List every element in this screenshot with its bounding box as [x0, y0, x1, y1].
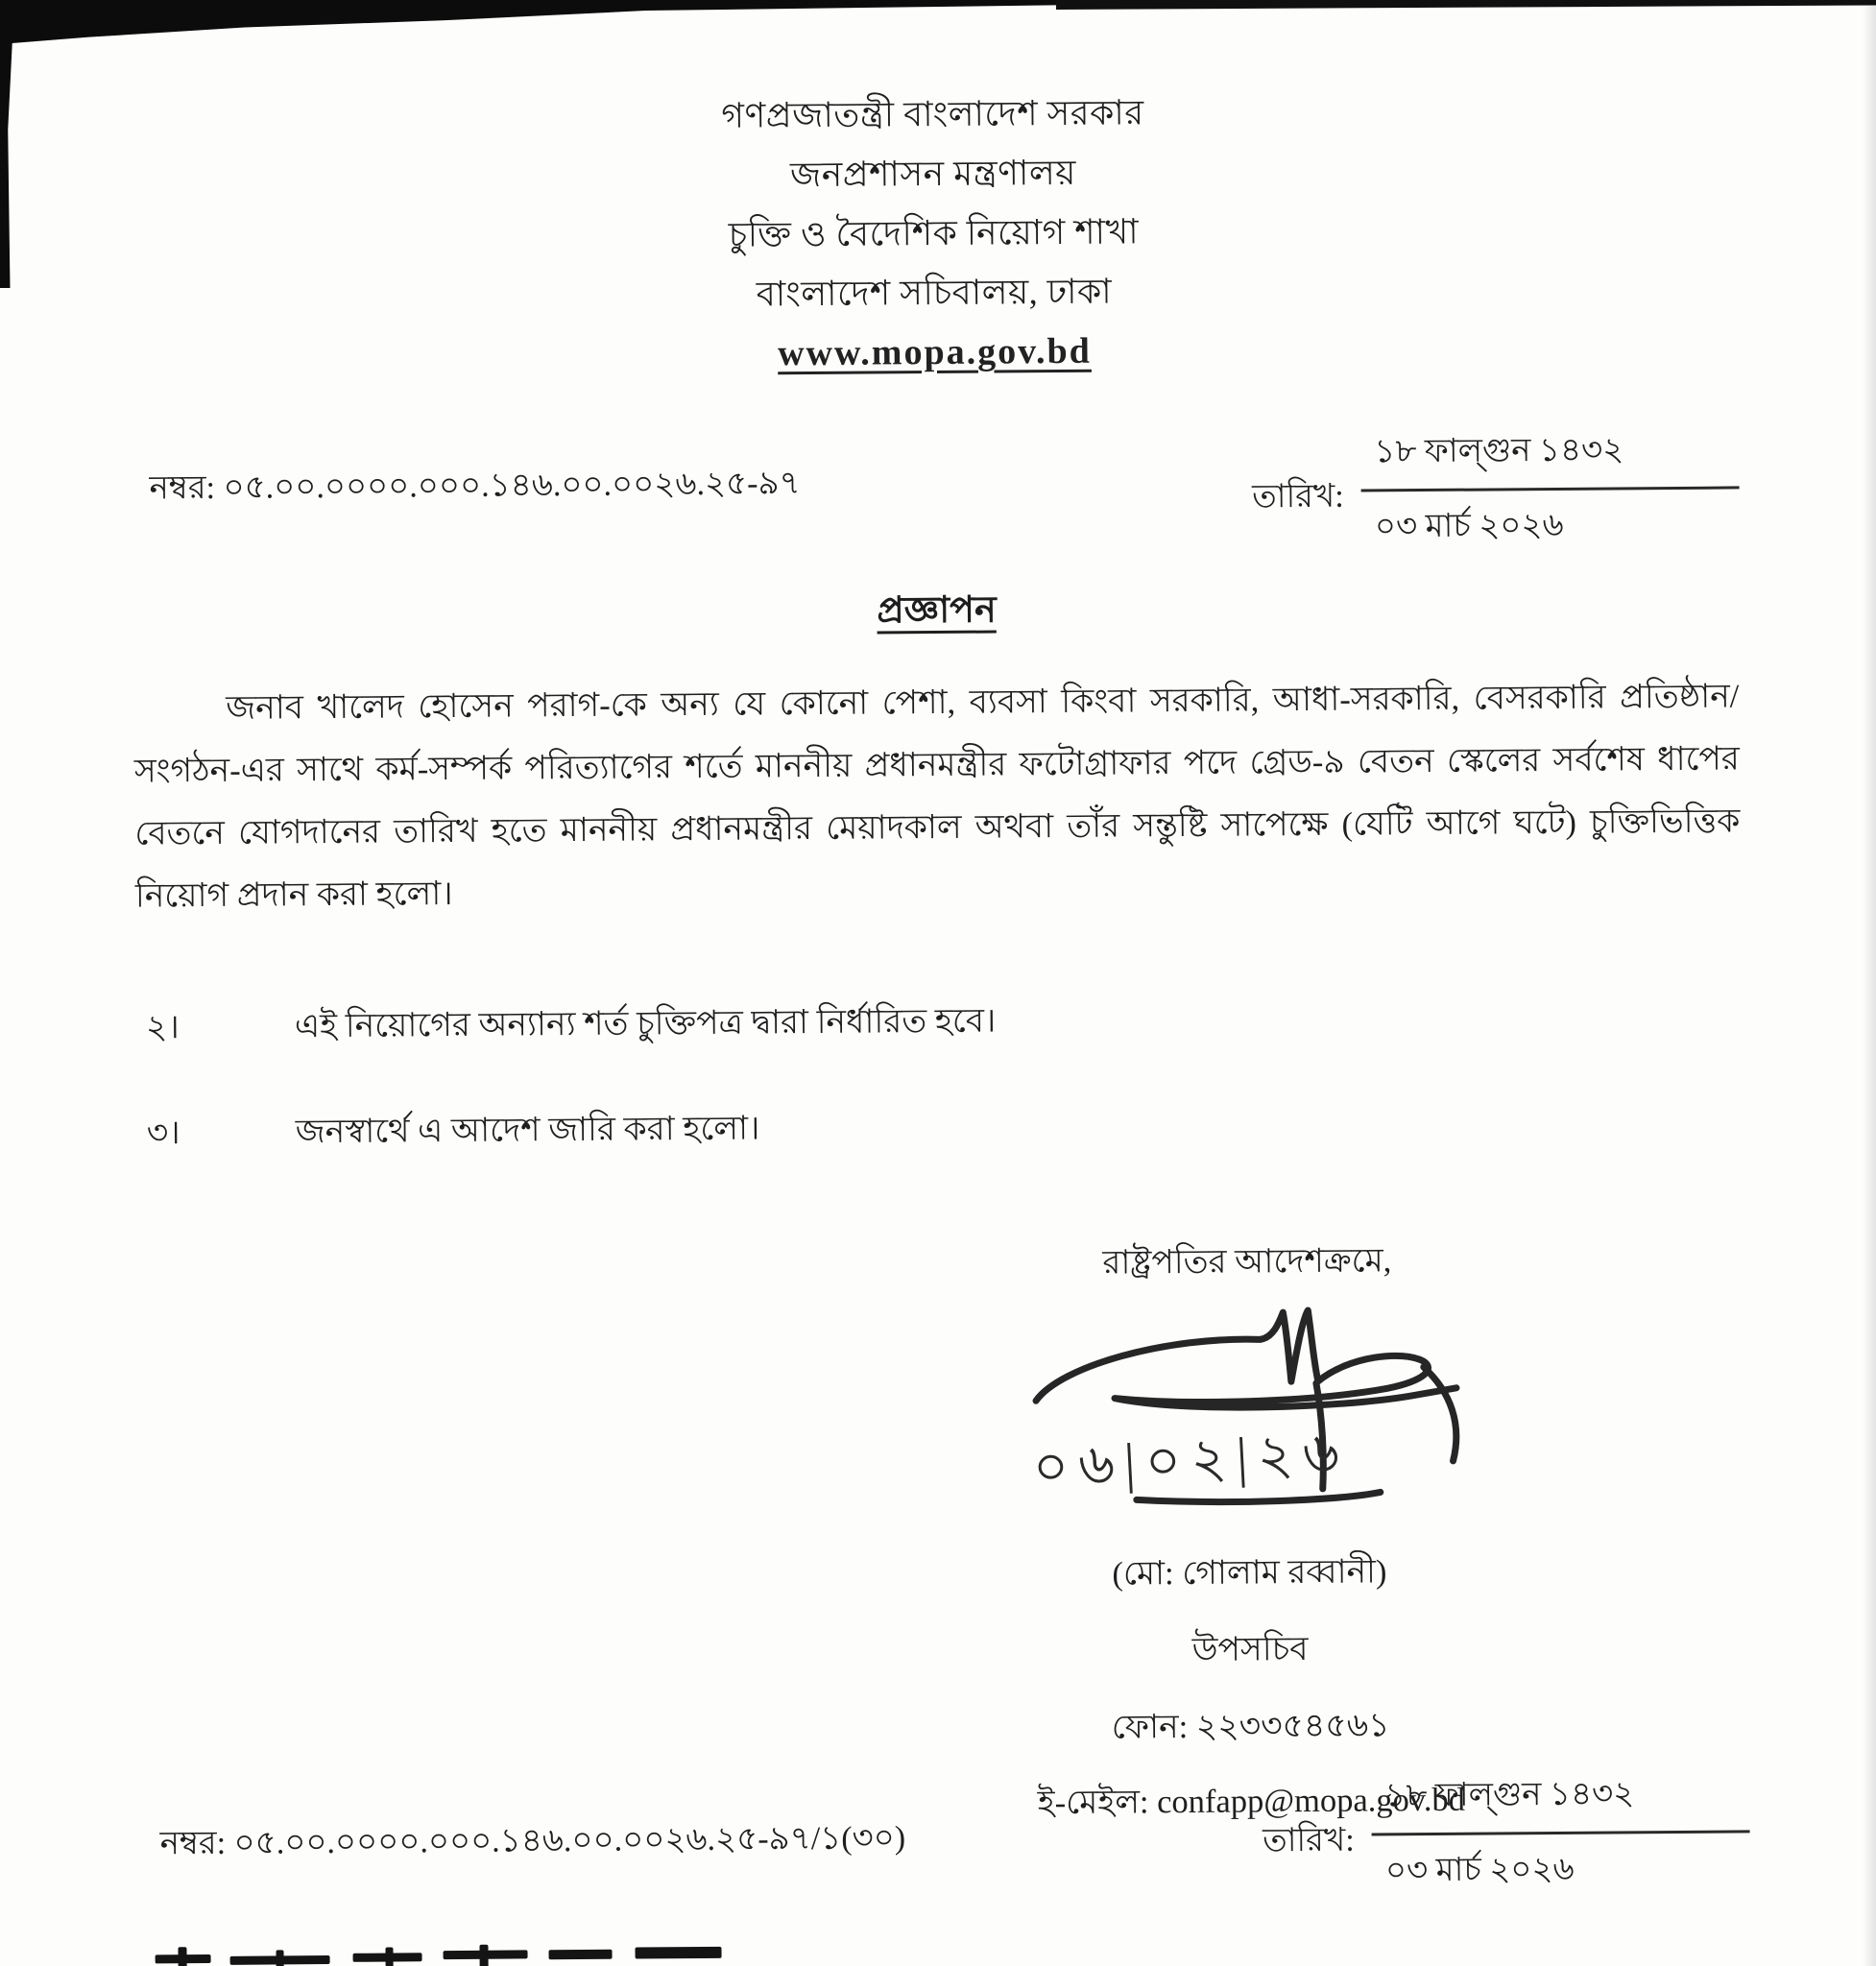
- item-text: এই নিয়োগের অন্যান্য শর্ত চুক্তিপত্র দ্বারা নির্ধারিত হবে।: [294, 1002, 997, 1045]
- item-number: ২।: [145, 1009, 180, 1046]
- reference-row-bottom: [159, 1767, 1750, 1909]
- cutoff-text-remnant: [155, 1937, 731, 1966]
- date-label-bottom: তারিখ:: [1262, 1822, 1355, 1859]
- item-text: জনস্বার্থে এ আদেশ জারি করা হলো।: [295, 1110, 760, 1151]
- memo-number-top: নম্বর: ০৫.০০.০০০০.০০০.১৪৬.০০.০০২৬.২৫-৯৭: [149, 466, 801, 507]
- signatory-designation: উপসচিব: [1191, 1631, 1309, 1668]
- page-title: প্রজ্ঞাপন: [877, 589, 997, 632]
- memo-number-bottom: নম্বর: ০৫.০০.০০০০.০০০.১৪৬.০০.০০২৬.২৫-৯৭/১(৩০): [159, 1820, 906, 1862]
- list-item: [147, 1107, 760, 1154]
- signatory-email: ই-মেইল: confapp@mopa.gov.bd: [1037, 1781, 1466, 1822]
- date-bangla-top: ১৮ ফাল্গুন ১৪৩২: [1360, 423, 1739, 492]
- list-item: [146, 1000, 997, 1049]
- signature-area: [916, 1299, 1580, 1544]
- signature-block: [916, 1234, 1583, 1834]
- letterhead: [0, 77, 1873, 389]
- date-stack-top: [1360, 423, 1740, 556]
- by-order-line: রাষ্ট্রপতির আদেশক্রমে,: [1102, 1242, 1392, 1282]
- date-gregorian-top: ০৩ মার্চ ২০২৬: [1374, 507, 1564, 545]
- branch-name: চুক্তি ও বৈদেশিক নিয়োগ শাখা: [728, 212, 1140, 254]
- date-gregorian-bottom: ০৩ মার্চ ২০২৬: [1384, 1851, 1575, 1889]
- body-paragraph: জনাব খালেদ হোসেন পরাগ-কে অন্য যে কোনো পেশা, ব্যবসা কিংবা সরকারি, আধা-সরকারি, বেসরকারি প্রতিষ্ঠান/সংগঠন-এর সাথে কর্ম-সম্পর্ক পরিত্যাগের শর্তে মাননীয় প্রধানমন্ত্রীর ফটোগ্রাফার পদে গ্রেড-৯ বেতন স্কেলের সর্বশেষ ধাপের বেতনে যোগদানের তারিখ হতে মাননীয় প্রধানমন্ত্রীর মেয়াদকাল অথবা তাঁর সন্তুষ্টি সাপেক্ষে (যেটি আগে ঘটে) চুক্তিভিত্তিক নিয়োগ প্রদান করা হলো।: [133, 678, 1741, 915]
- date-label-top: তারিখ:: [1251, 478, 1344, 515]
- website-link: www.mopa.gov.bd: [777, 330, 1092, 374]
- date-block-top: [1252, 423, 1741, 557]
- signatory-phone: ফোন: ২২৩৩৫৪৫৬১: [1111, 1707, 1390, 1746]
- item-number: ৩।: [146, 1115, 180, 1152]
- government-name: গণপ্রজাতন্ত্রী বাংলাদেশ সরকার: [721, 93, 1144, 135]
- handwritten-date: ০৬|০২|২৬: [1030, 1420, 1351, 1499]
- date-stack-bottom: [1371, 1767, 1750, 1900]
- reference-row-top: [149, 423, 1740, 565]
- office-address: বাংলাদেশ সচিবালয়, ঢাকা: [756, 272, 1113, 314]
- signatory-name: (মো: গোলাম রব্বানী): [1112, 1553, 1387, 1593]
- date-block-bottom: [1263, 1767, 1751, 1901]
- ministry-name: জনপ্রশাসন মন্ত্রণালয়: [789, 153, 1077, 195]
- date-bangla-bottom: ১৮ ফাল্গুন ১৪৩২: [1371, 1767, 1749, 1835]
